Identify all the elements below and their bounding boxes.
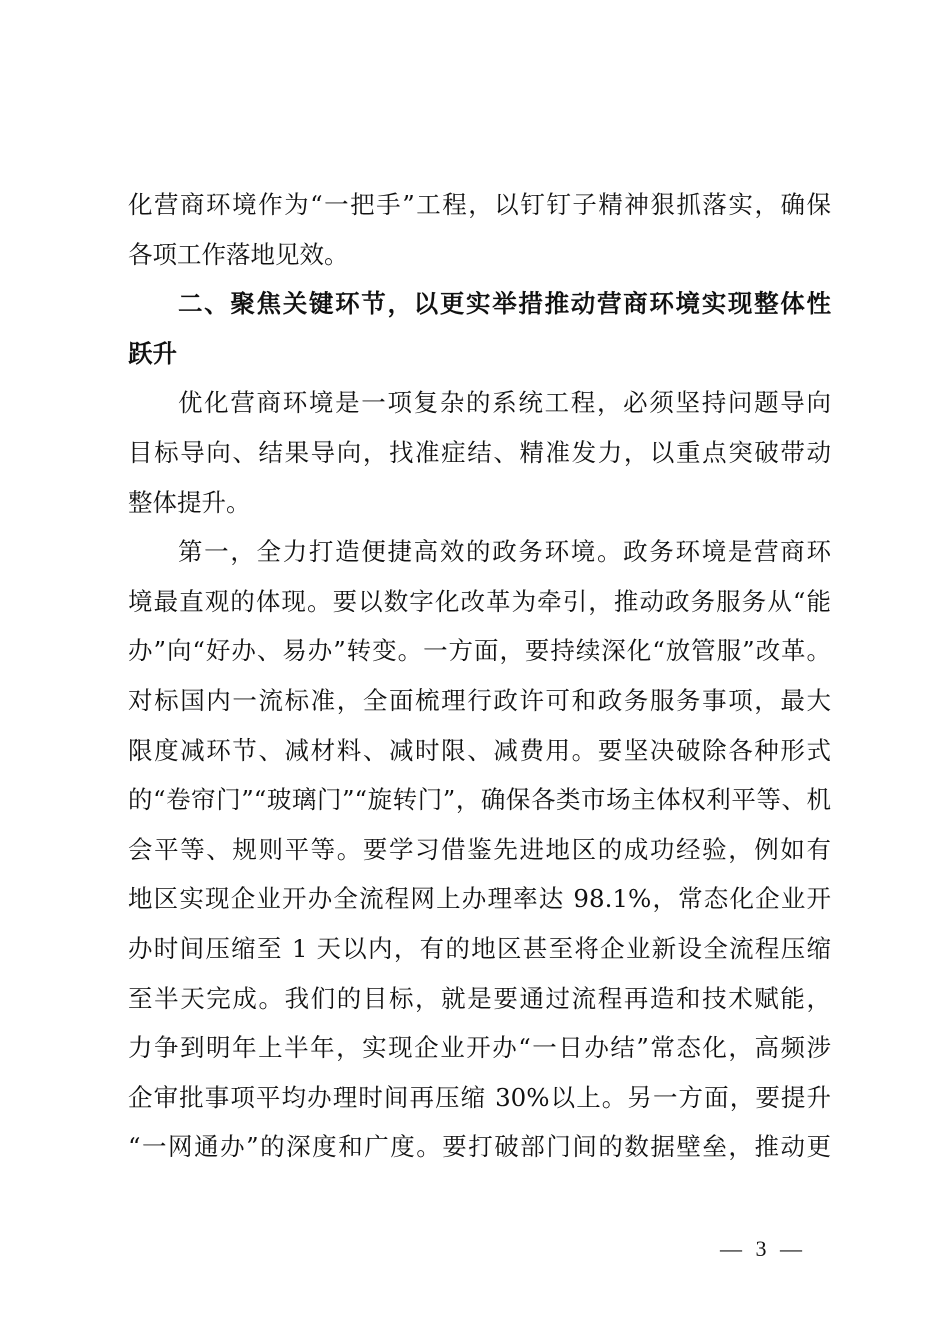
text-line: 对标国内一流标准，全面梳理行政许可和政务服务事项，最大 — [128, 685, 831, 715]
text-line: 整体提升。 — [128, 487, 251, 517]
section-heading: 跃升 — [128, 338, 177, 368]
text-line: 企审批事项平均办理时间再压缩 30%以上。另一方面，要提升 — [128, 1082, 831, 1112]
text-line: 第一，全力打造便捷高效的政务环境。政务环境是营商环 — [178, 537, 831, 567]
text-line: 的“卷帘门”“玻璃门”“旋转门”，确保各类市场主体权利平等、机 — [128, 785, 831, 815]
text-line: 力争到明年上半年，实现企业开办“一日办结”常态化，高频涉 — [128, 1033, 831, 1063]
text-line: 至半天完成。我们的目标，就是要通过流程再造和技术赋能， — [128, 983, 831, 1013]
text-line: 各项工作落地见效。 — [128, 239, 349, 269]
section-heading: 二、聚焦关键环节，以更实举措推动营商环境实现整体性 — [178, 289, 831, 319]
text-line: 地区实现企业开办全流程网上办理率达 98.1%，常态化企业开 — [128, 884, 831, 914]
page-number: — 3 — — [720, 1236, 806, 1261]
text-line: 办”向“好办、易办”转变。一方面，要持续深化“放管服”改革。 — [128, 636, 831, 666]
text-line: 境最直观的体现。要以数字化改革为牵引，推动政务服务从“能 — [128, 586, 831, 616]
text-line: 限度减环节、减材料、减时限、减费用。要坚决破除各种形式 — [128, 735, 831, 765]
document-body — [128, 184, 831, 1176]
text-line: 办时间压缩至 1 天以内，有的地区甚至将企业新设全流程压缩 — [128, 933, 831, 963]
text-line: 目标导向、结果导向，找准症结、精准发力，以重点突破带动 — [128, 437, 831, 467]
text-line: 优化营商环境是一项复杂的系统工程，必须坚持问题导向 — [178, 388, 831, 418]
text-line: 会平等、规则平等。要学习借鉴先进地区的成功经验，例如有 — [128, 834, 831, 864]
text-line: “一网通办”的深度和广度。要打破部门间的数据壁垒，推动更 — [128, 1132, 831, 1162]
text-line: 化营商环境作为“一把手”工程，以钉钉子精神狠抓落实，确保 — [128, 190, 831, 219]
